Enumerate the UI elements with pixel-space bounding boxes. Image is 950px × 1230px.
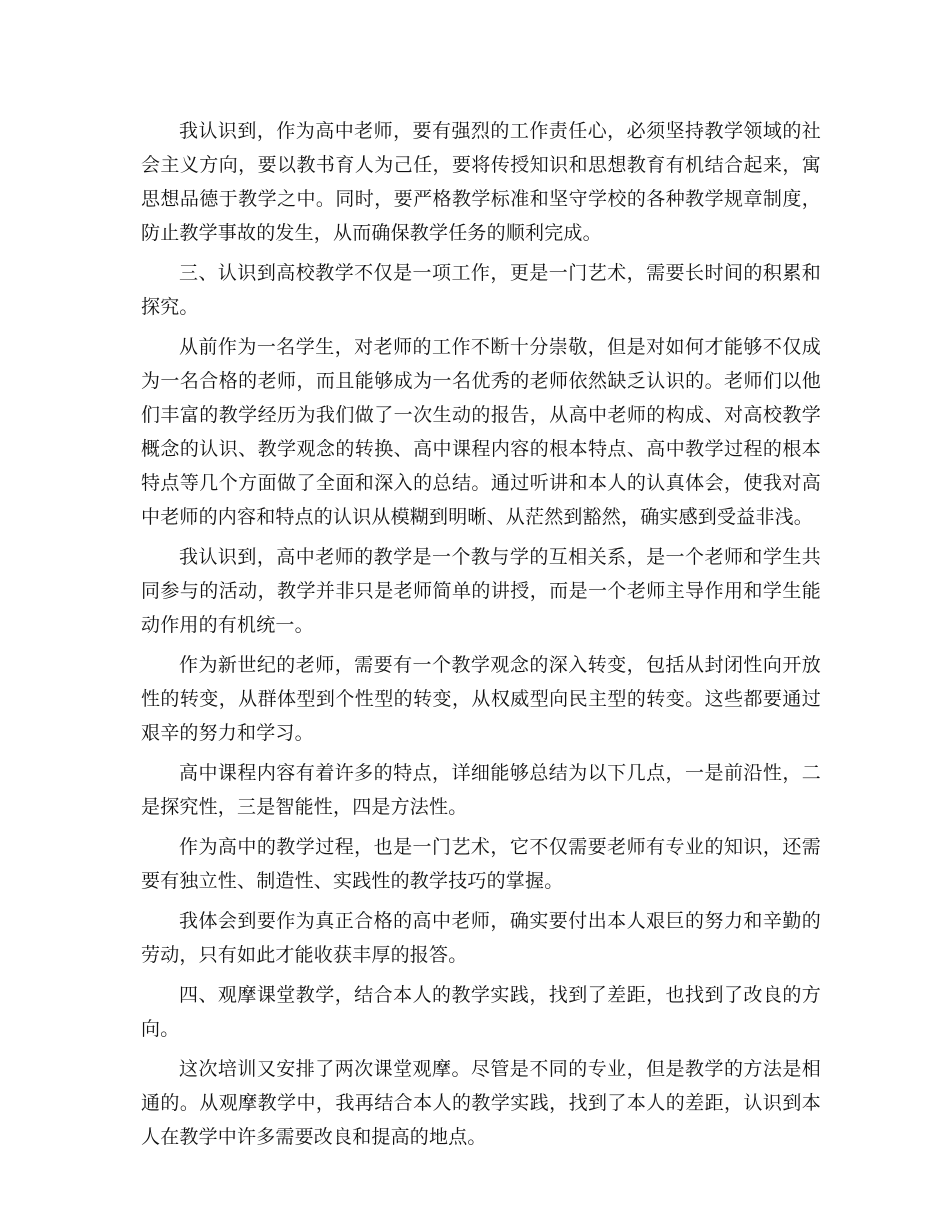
document-body: [141, 114, 821, 1160]
paragraph-responsibility: 我认识到，作为高中老师，要有强烈的工作责任心，必须坚持教学领域的社会主义方向，要以教书育人为己任，要将传授知识和思想教育有机结合起来，寓思想品德于教学之中。同时，要严格教学标准和坚守学校的各种教学规章制度，防止教学事故的发生，从而确保教学任务的顺利完成。: [141, 120, 821, 244]
paragraph-teaching-relationship: 我认识到，高中老师的教学是一个教与学的互相关系，是一个老师和学生共同参与的活动，教学并非只是老师简单的讲授，而是一个老师主导作用和学生能动作用的有机统一。: [141, 546, 821, 636]
paragraph-student-view: 从前作为一名学生，对老师的工作不断十分崇敬，但是对如何才能够不仅成为一名合格的老师，而且能够成为一名优秀的老师依然缺乏认识的。老师们以他们丰富的教学经历为我们做了一次生动的报告，从高中老师的构成、对高校教学概念的认识、教学观念的转换、高中课程内容的根本特点、高中教学过程的根本特点等几个方面做了全面和深入的总结。通过听讲和本人的认真体会，使我对高中老师的内容和特点的认识从模糊到明晰、从茫然到豁然，确实感到受益非浅。: [141, 336, 821, 528]
paragraph-classroom-observation: 这次培训又安排了两次课堂观摩。尽管是不同的专业，但是教学的方法是相通的。从观摩教学中，我再结合本人的教学实践，找到了本人的差距，认识到本人在教学中许多需要改良和提高的地点。: [141, 1058, 821, 1148]
paragraph-course-features: 高中课程内容有着许多的特点，详细能够总结为以下几点，一是前沿性，二是探究性，三是智能性，四是方法性。: [141, 762, 821, 818]
section-heading-three: 三、认识到高校教学不仅是一项工作，更是一门艺术，需要长时间的积累和探究。: [141, 262, 821, 318]
paragraph-effort: 我体会到要作为真正合格的高中老师，确实要付出本人艰巨的努力和辛勤的劳动，只有如此才能收获丰厚的报答。: [141, 910, 821, 966]
section-heading-four: 四、观摩课堂教学，结合本人的教学实践，找到了差距，也找到了改良的方向。: [141, 984, 821, 1040]
paragraph-new-century-teacher: 作为新世纪的老师，需要有一个教学观念的深入转变，包括从封闭性向开放性的转变，从群体型到个性型的转变，从权威型向民主型的转变。这些都要通过艰辛的努力和学习。: [141, 654, 821, 744]
paragraph-teaching-process: 作为高中的教学过程，也是一门艺术，它不仅需要老师有专业的知识，还需要有独立性、制造性、实践性的教学技巧的掌握。: [141, 836, 821, 892]
